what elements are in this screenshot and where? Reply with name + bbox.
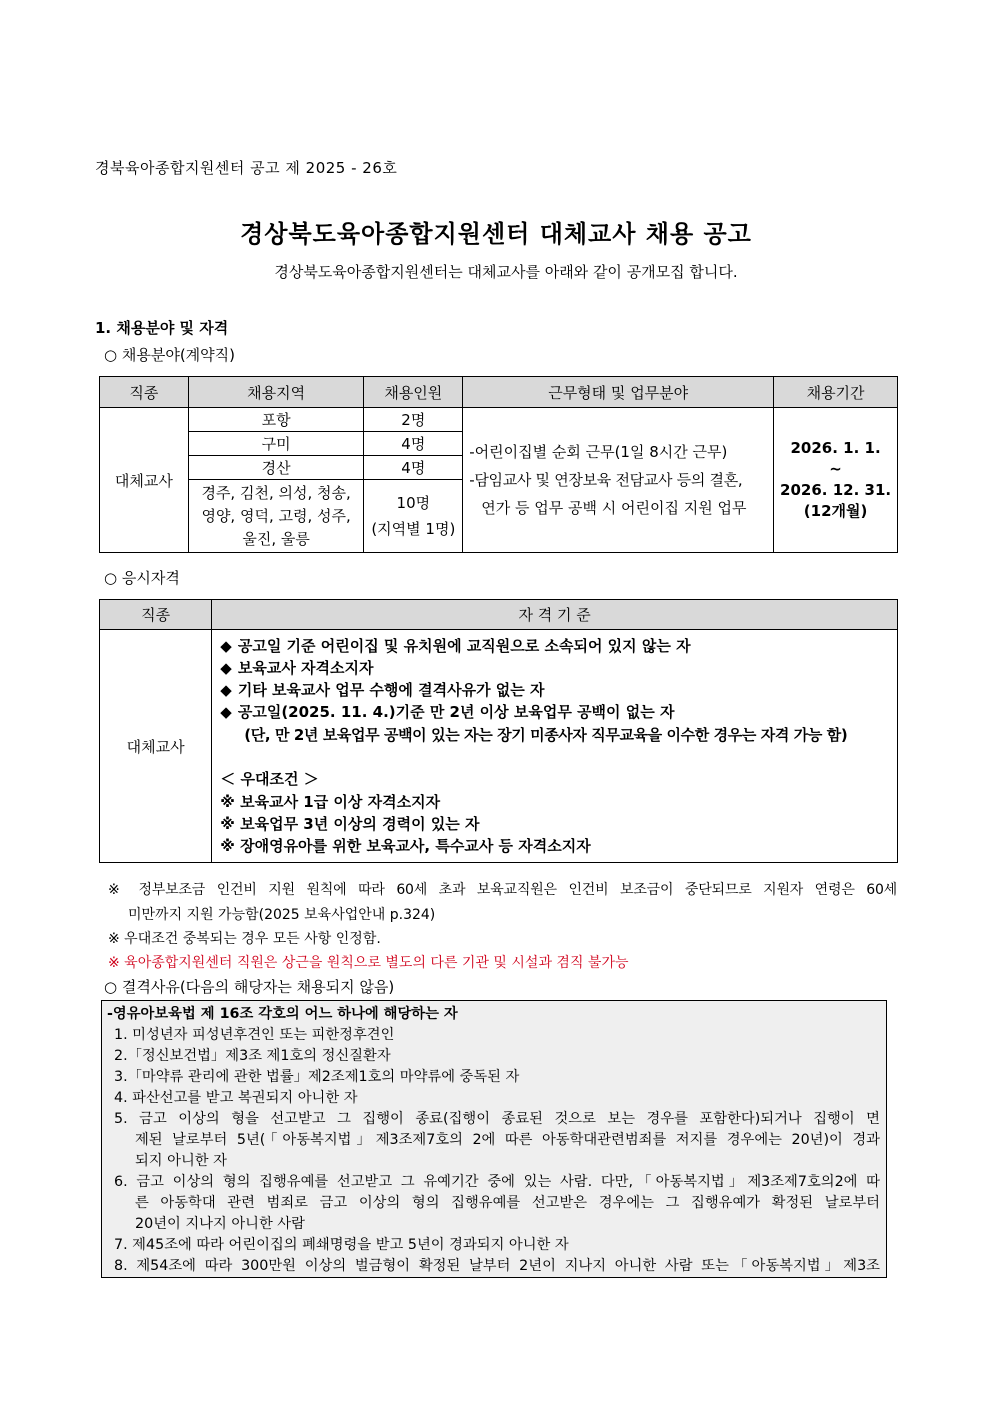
- note-line: 미만까지 지원 가능함(2025 보육사업안내 p.324): [128, 907, 436, 923]
- col-header-work: 근무형태 및 업무분야: [463, 377, 774, 408]
- page-title: 경상북도육아종합지원센터 대체교사 채용 공고: [240, 220, 752, 248]
- region-cell: 포항: [188, 408, 364, 432]
- list-item-continued: 되지 아니한 자: [135, 1153, 227, 1169]
- table-row: [100, 630, 898, 863]
- list-item: 3.「마약류 관리에 관한 법률」제2조제1호의 마약류에 중독된 자: [114, 1069, 520, 1085]
- criteria-item: ◆ 기타 보육교사 업무 수행에 결격사유가 없는 자: [220, 681, 545, 700]
- recruit-table: [99, 376, 898, 553]
- period-months: (12개월): [803, 502, 868, 520]
- region-line: 경주, 김천, 의성, 청송,: [201, 483, 351, 502]
- note-line: ※ 정부보조금 인건비 지원 원칙에 따라 60세 초과 보육교직원은 인건비 보조금이 중단되므로 지원자 연령은 60세: [108, 882, 897, 898]
- job-cell: 대체교사: [100, 630, 212, 863]
- work-cell: [463, 408, 774, 553]
- count-cell: 2명: [364, 408, 463, 432]
- preference-item: ※ 보육교사 1급 이상 자격소지자: [220, 792, 441, 811]
- list-item-continued: 른 아동학대 관련 범죄로 금고 이상의 형의 집행유예를 선고받은 경우에는 그 집행유예가 확정된 날로부터: [135, 1195, 880, 1211]
- region-cell: 경산: [188, 456, 364, 480]
- preference-item: ※ 장애영유아를 위한 보육교사, 특수교사 등 자격소지자: [220, 837, 591, 856]
- count-cell: 4명: [364, 456, 463, 480]
- recruit-header-row: [100, 377, 898, 408]
- region-line: 영양, 영덕, 고령, 성주,: [201, 506, 351, 525]
- diamond-bullet-icon: ◆: [220, 636, 232, 655]
- col-header-period: 채용기간: [774, 377, 898, 408]
- period-start: 2026. 1. 1.: [790, 439, 881, 457]
- note-line: ※ 우대조건 중복되는 경우 모든 사항 인정함.: [108, 931, 381, 947]
- disq-heading: -영유아보육법 제 16조 각호의 어느 하나에 해당하는 자: [107, 1006, 458, 1022]
- period-tilde: ~: [829, 460, 842, 478]
- work-line: -담임교사 및 연장보육 전담교사 등의 결혼,: [469, 471, 743, 489]
- criteria-item: ◆ 공고일(2025. 11. 4.)기준 만 2년 이상 보육업무 공백이 없는 자: [220, 703, 675, 722]
- subsection-disqualification: ○ 결격사유(다음의 해당자는 채용되지 않음): [104, 978, 395, 996]
- disqualification-box: [101, 1000, 887, 1278]
- criteria-item: ◆ 공고일 기준 어린이집 및 유치원에 교직원으로 소속되어 있지 않는 자: [220, 636, 691, 655]
- diamond-bullet-icon: ◆: [220, 658, 232, 677]
- col-header-job: 직종: [100, 377, 189, 408]
- preference-title: ＜ 우대조건 ＞: [220, 770, 319, 789]
- spacer: [220, 746, 889, 768]
- list-item: 2.「정신보건법」제3조 제1호의 정신질환자: [114, 1048, 391, 1064]
- col-header-count: 채용인원: [364, 377, 463, 408]
- list-item: 7. 제45조에 따라 어린이집의 폐쇄명령을 받고 5년이 경과되지 아니한 자: [114, 1237, 569, 1253]
- list-item: 5. 금고 이상의 형을 선고받고 그 집행이 종료(집행이 종료된 것으로 보는 경우를 포함한다)되거나 집행이 면: [114, 1111, 880, 1127]
- diamond-bullet-icon: ◆: [220, 703, 232, 722]
- col-header-job: 직종: [100, 600, 212, 630]
- list-item: 1. 미성년자 피성년후견인 또는 피한정후견인: [114, 1027, 395, 1043]
- criteria-cell: [212, 630, 898, 863]
- period-end: 2026. 12. 31.: [780, 481, 892, 499]
- subsection-qualification: ○ 응시자격: [104, 569, 180, 587]
- section-heading: 1. 채용분야 및 자격: [95, 319, 229, 337]
- count-note: (지역별 1명): [371, 520, 456, 538]
- region-line: 울진, 울릉: [242, 529, 310, 548]
- warning-note: ※ 육아종합지원센터 직원은 상근을 원칙으로 별도의 다른 기관 및 시설과 겸직 불가능: [108, 955, 629, 971]
- count-cell: 4명: [364, 432, 463, 456]
- work-line: 연가 등 업무 공백 시 어린이집 지원 업무: [481, 499, 747, 517]
- qual-header-row: [100, 600, 898, 630]
- count-value: 10명: [396, 494, 431, 512]
- region-cell: 구미: [188, 432, 364, 456]
- criteria-item: ◆ 보육교사 자격소지자: [220, 658, 374, 677]
- list-item: 4. 파산선고를 받고 복권되지 아니한 자: [114, 1090, 358, 1106]
- job-cell: 대체교사: [100, 408, 189, 553]
- list-item-continued: 20년이 지나지 아니한 사람: [135, 1216, 305, 1232]
- count-cell: [364, 480, 463, 553]
- page-subtitle: 경상북도육아종합지원센터는 대체교사를 아래와 같이 공개모집 합니다.: [274, 263, 738, 281]
- subsection-recruit: ○ 채용분야(계약직): [104, 346, 235, 364]
- diamond-bullet-icon: ◆: [220, 681, 232, 700]
- list-item: 6. 금고 이상의 형의 집행유예를 선고받고 그 유예기간 중에 있는 사람. 다만,「아동복지법」제3조제7호의2에 따: [114, 1174, 880, 1190]
- table-row: [100, 408, 898, 432]
- list-item-continued: 제된 날로부터 5년(「아동복지법」제3조제7호의 2에 따른 아동학대관련범죄를 저지를 경우에는 20년)이 경과: [135, 1132, 880, 1148]
- qualification-table: [99, 599, 898, 863]
- list-item: 8. 제54조에 따라 300만원 이상의 벌금형이 확정된 날부터 2년이 지나지 아니한 사람 또는「아동복지법」제3조: [114, 1258, 880, 1274]
- col-header-region: 채용지역: [188, 377, 364, 408]
- region-cell: [188, 480, 364, 553]
- criteria-note: (단, 만 2년 보육업무 공백이 있는 자는 장기 미종사자 직무교육을 이수한 경우는 자격 가능 함): [244, 725, 848, 744]
- period-cell: [774, 408, 898, 553]
- work-line: -어린이집별 순회 근무(1일 8시간 근무): [469, 443, 728, 461]
- preference-item: ※ 보육업무 3년 이상의 경력이 있는 자: [220, 814, 480, 833]
- col-header-criteria: 자 격 기 준: [212, 600, 898, 630]
- notice-number: 경북육아종합지원센터 공고 제 2025 - 26호: [95, 159, 398, 177]
